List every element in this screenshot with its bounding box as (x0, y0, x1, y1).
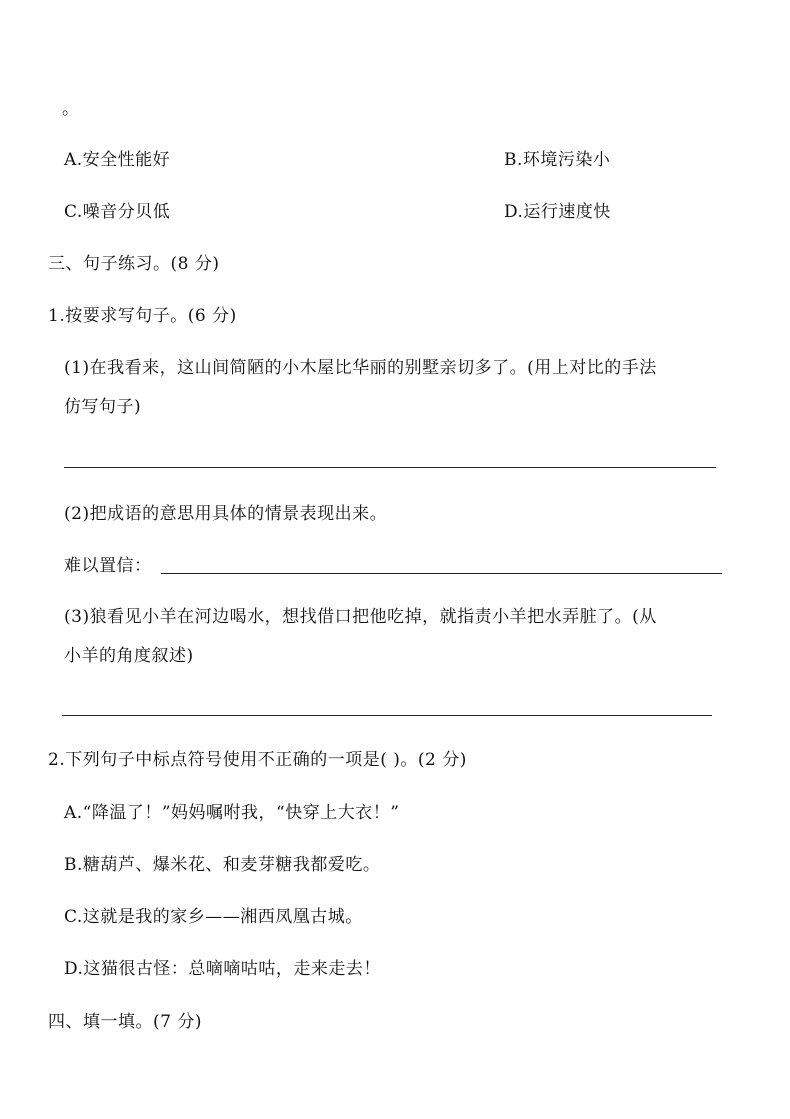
q1-title: 1.按要求写句子。(6 分) (48, 306, 237, 326)
q1-sub1-line1: (1)在我看来，这山间简陋的小木屋比华丽的别墅亲切多了。(用上对比的手法 (64, 358, 657, 378)
answer-line-2[interactable] (161, 573, 722, 574)
option-d: D.运行速度快 (504, 202, 611, 222)
section3-heading: 三、句子练习。(8 分) (48, 254, 220, 274)
q2-title: 2.下列句子中标点符号使用不正确的一项是( )。(2 分) (48, 750, 467, 770)
q2-option-a: A.“降温了！”妈妈嘱咐我，“快穿上大衣！” (64, 803, 400, 823)
answer-line-1[interactable] (64, 467, 716, 468)
q1-sub1-line2: 仿写句子) (64, 397, 142, 417)
answer-line-3[interactable] (62, 715, 712, 716)
q2-option-d: D.这猫很古怪：总嘀嘀咕咕，走来走去！ (64, 959, 381, 979)
option-a: A.安全性能好 (64, 150, 171, 170)
option-c: C.噪音分贝低 (64, 202, 171, 222)
q1-sub3-line2: 小羊的角度叙述) (64, 646, 194, 666)
q2-option-b: B.糖葫芦、爆米花、和麦芽糖我都爱吃。 (64, 855, 381, 875)
question-tail-period: 。 (62, 99, 80, 119)
q1-sub3-line1: (3)狼看见小羊在河边喝水，想找借口把他吃掉，就指责小羊把水弄脏了。(从 (64, 607, 657, 627)
q1-sub2-prompt: 难以置信： (64, 556, 152, 576)
q1-sub2-text: (2)把成语的意思用具体的情景表现出来。 (64, 504, 388, 524)
section4-heading: 四、填一填。(7 分) (48, 1012, 202, 1032)
option-b: B.环境污染小 (504, 150, 611, 170)
q2-option-c: C.这就是我的家乡——湘西凤凰古城。 (64, 907, 363, 927)
